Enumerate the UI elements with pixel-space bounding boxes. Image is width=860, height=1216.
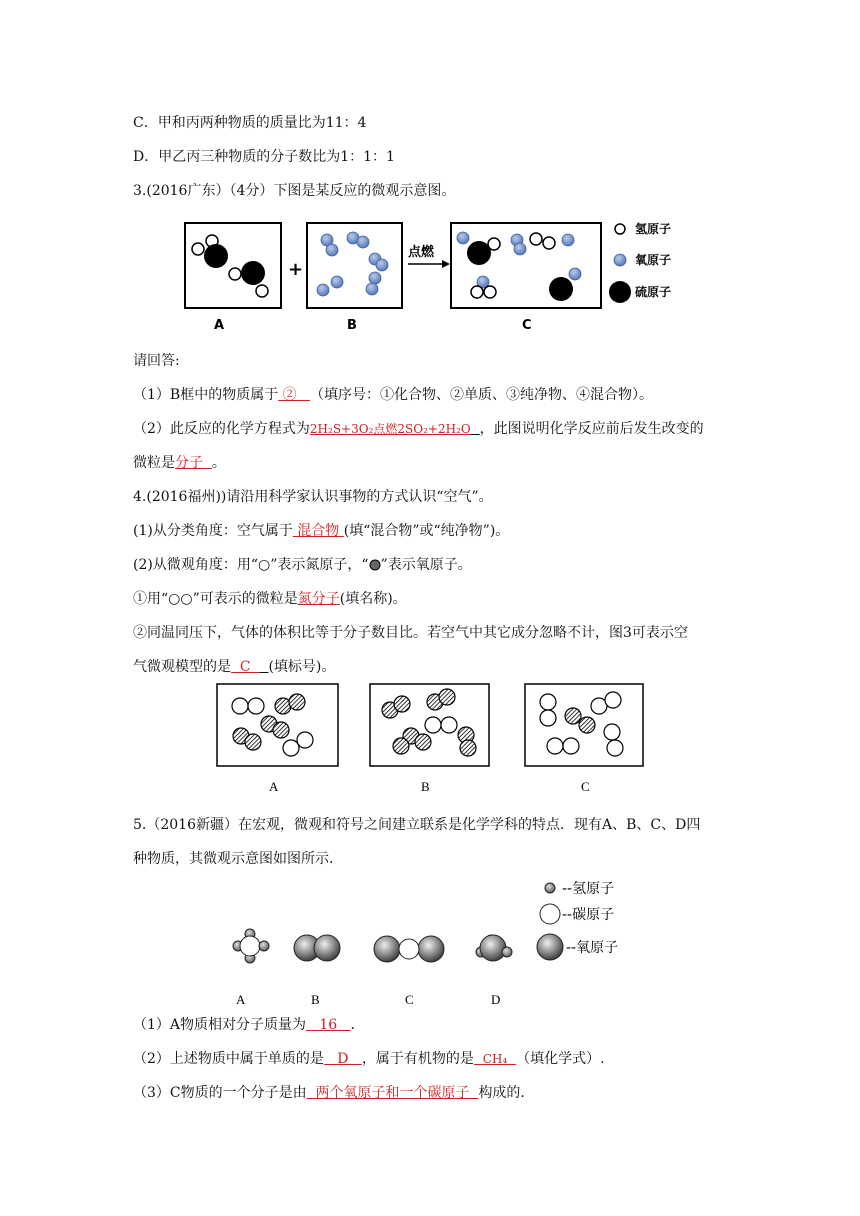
q3-part2-line2: 微粒是分子 。 (133, 455, 226, 471)
q3-p1-post: （填序号：①化合物、②单质、③纯净物、④混合物）。 (310, 387, 654, 403)
q3-p2-pre: （2）此反应的化学方程式为 (133, 421, 310, 437)
q4-stem: 4.(2016福州))请沿用科学家认识事物的方式认识“空气”。 (133, 489, 493, 505)
q3-p2-post: ，此图说明化学反应前后发生改变的 (479, 421, 704, 437)
model-label-c: C (581, 779, 590, 794)
q3-stem: 3.(2016广东）（4分）下图是某反应的微观示意图。 (133, 183, 456, 199)
legend5-oxygen: --氧原子 (566, 940, 619, 956)
q5-stem-line1: 5.（2016新疆）在宏观，微观和符号之间建立联系是化学学科的特点．现有A、B、C、D四 (133, 817, 701, 833)
q5-part2: （2）上述物质中属于单质的是 D ，属于有机物的是 CH₄ （填化学式）. (133, 1051, 605, 1067)
legend-oxygen: 氧原子 (635, 253, 672, 267)
q3-reaction-figure (180, 216, 690, 336)
mol-label-c: C (405, 992, 414, 1007)
q4-p1-answer: 混合物 (297, 523, 340, 539)
model-label-b: B (421, 779, 430, 794)
q4-part2: (2)从微观角度：用“○”表示氮原子，“ ”表示氧原子。 (133, 557, 472, 573)
q3-p1-pre: （1）B框中的物质属于 (133, 387, 279, 403)
q4-sub2-line1: ②同温同压下，气体的体积比等于分子数目比。若空气中其它成分忽略不计，图3可表示空 (133, 625, 688, 641)
option-c: C．甲和丙两种物质的质量比为11：4 (133, 115, 367, 131)
q4-sub1: ①用“○○”可表示的微粒是氮分子(填名称)。 (133, 591, 407, 607)
q5-p2-answer-organic: CH₄ (482, 1052, 508, 1066)
q4-sub1-answer: 氮分子 (297, 591, 340, 607)
legend5-hydrogen: --氢原子 (562, 881, 615, 897)
model-label-a: A (269, 779, 279, 794)
oxygen-atom-icon (369, 558, 381, 571)
q5-part3: （3）C物质的一个分子是由 两个氧原子和一个碳原子 构成的. (133, 1085, 525, 1101)
q5-part1: （1）A物质相对分子质量为 16 . (133, 1017, 356, 1033)
q3-p2-answer: 2H₂S+3O₂点燃2SO₂+2H₂O (309, 422, 471, 436)
q3-p2-answer-particle: 分子 (175, 455, 203, 471)
q3-part1 (133, 384, 653, 404)
mol-label-d: D (491, 992, 501, 1007)
q3-prompt: 请回答: (133, 353, 180, 369)
q5-p3-answer: 两个氧原子和一个碳原子 (315, 1085, 470, 1101)
label-c: C (522, 318, 532, 333)
q4-sub2-answer: C (239, 659, 251, 675)
arrow-label: 点燃 (408, 245, 435, 260)
option-d: D．甲乙丙三种物质的分子数比为1：1：1 (133, 149, 395, 165)
q5-p1-answer: 16 (319, 1017, 338, 1033)
q4-sub2-line2: 气微观模型的是 C (填标号)。 (133, 659, 336, 675)
label-b: B (347, 318, 357, 333)
q3-part2 (133, 418, 704, 438)
legend5-carbon: --碳原子 (562, 907, 615, 923)
svg-text:+: + (288, 259, 304, 280)
q5-stem-line2: 种物质，其微观示意图如图所示. (133, 851, 334, 867)
q5-molecule-figure (225, 872, 645, 1007)
legend-sulfur: 硫原子 (635, 285, 672, 299)
mol-label-a: A (236, 992, 246, 1007)
legend-hydrogen: 氢原子 (635, 222, 672, 236)
mol-label-b: B (311, 992, 320, 1007)
q4-part1: (1)从分类角度：空气属于 混合物 (填“混合物”或“纯净物”)。 (133, 523, 510, 539)
q4-air-model-figure (215, 680, 675, 795)
q3-p1-answer: ② (282, 387, 297, 403)
label-a: A (214, 318, 225, 333)
q5-p2-answer-element: D (337, 1051, 349, 1067)
